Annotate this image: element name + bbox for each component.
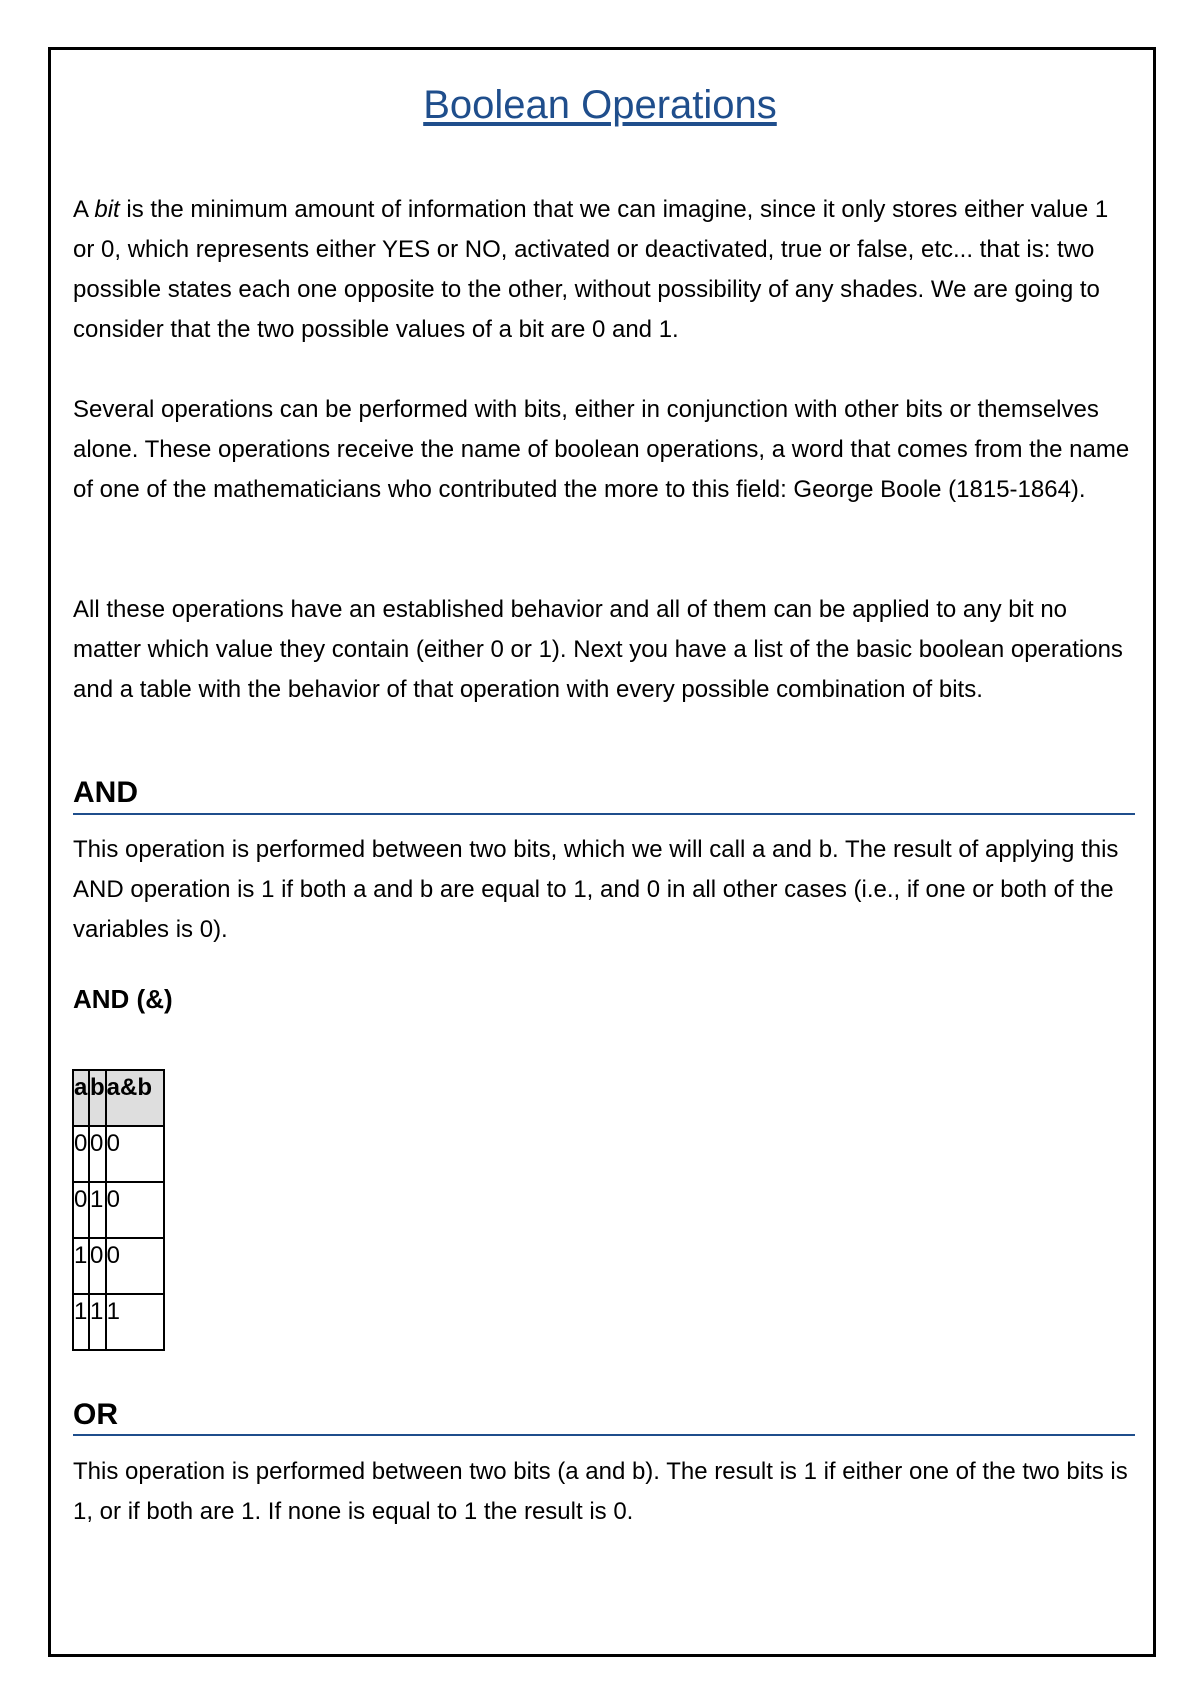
table-row [73, 1126, 164, 1182]
intro-prefix: A [73, 196, 95, 223]
or-heading-rule [73, 1434, 1135, 1436]
bit-term: bit [94, 196, 120, 223]
and-description: This operation is performed between two bits, which we will call a and b. The result of applying this AND operation is 1 if both a and b are equal to 1, and 0 in all other cases (i.e., if one or both of the variables is 0). [73, 836, 1119, 943]
table-cell: 0 [106, 1238, 164, 1294]
and-truth-table [72, 1069, 165, 1351]
table-cell: 0 [73, 1126, 89, 1182]
table-cell: 1 [73, 1294, 89, 1350]
intro-rest: is the minimum amount of information that we can imagine, since it only stores either value 1 or 0, which represents either YES or NO, activated or deactivated, true or false, etc... that is: two possible states each one opposite to the other, without possibility of any shades. We are going to consider that the two possible values of a bit are 0 and 1. [73, 196, 1109, 343]
page-title: Boolean Operations [423, 83, 777, 127]
intro-paragraph-2: Several operations can be performed with bits, either in conjunction with other bits or themselves alone. These operations receive the name of boolean operations, a word that comes from the name of one of the mathematicians who contributed the more to this field: George Boole (1815-1864). [73, 396, 1130, 503]
and-table-caption: AND (&) [73, 984, 173, 1014]
table-cell: 0 [106, 1182, 164, 1238]
or-heading: OR [73, 1398, 118, 1431]
table-header-row [73, 1070, 164, 1126]
table-cell: 0 [106, 1126, 164, 1182]
table-cell: 1 [73, 1238, 89, 1294]
table-cell: 1 [106, 1294, 164, 1350]
table-row [73, 1182, 164, 1238]
table-cell: 0 [89, 1126, 106, 1182]
table-row [73, 1294, 164, 1350]
and-heading: AND [73, 776, 138, 809]
table-cell: 0 [89, 1238, 106, 1294]
table-row [73, 1238, 164, 1294]
table-cell: 1 [89, 1182, 106, 1238]
intro-paragraph-3: All these operations have an established behavior and all of them can be applied to any bit no matter which value they contain (either 0 or 1). Next you have a list of the basic boolean operations and a table with the behavior of that operation with every possible combination of bits. [73, 596, 1123, 703]
header-cell-a: a [73, 1070, 89, 1126]
intro-paragraph-1 [73, 190, 1133, 350]
header-cell-b: b [89, 1070, 106, 1126]
header-cell-result: a&b [106, 1070, 164, 1126]
or-description: This operation is performed between two bits (a and b). The result is 1 if either one of the two bits is 1, or if both are 1. If none is equal to 1 the result is 0. [73, 1458, 1128, 1525]
table-cell: 1 [89, 1294, 106, 1350]
and-heading-rule [73, 813, 1135, 815]
table-cell: 0 [73, 1182, 89, 1238]
